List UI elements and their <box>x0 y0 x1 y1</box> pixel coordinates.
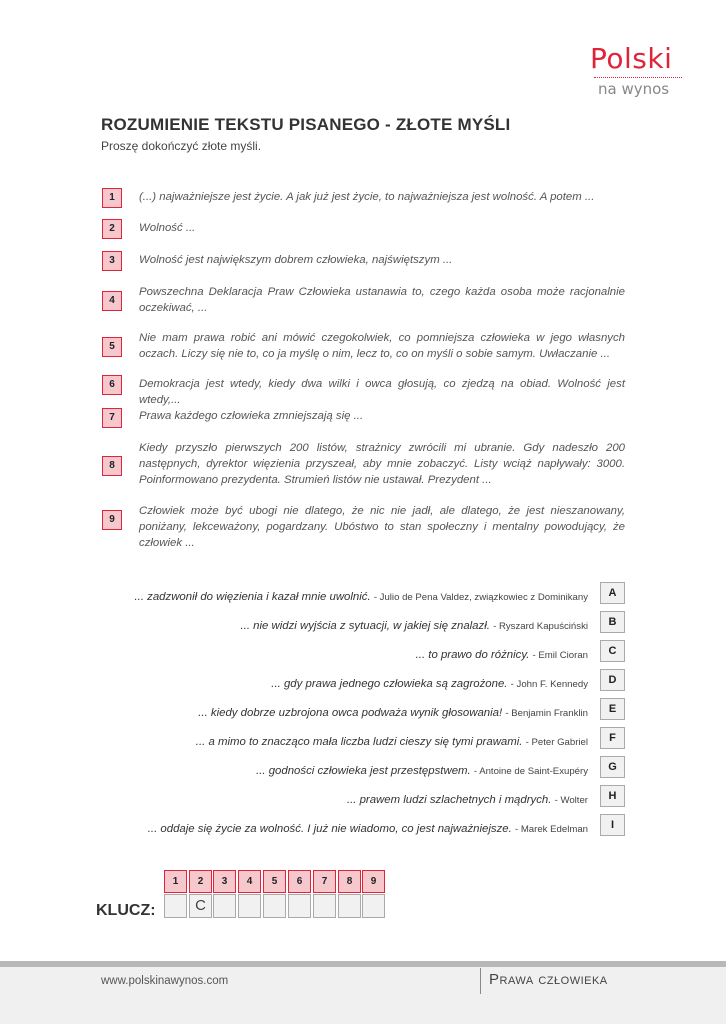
question-number-2: 2 <box>102 219 122 239</box>
footer-separator <box>480 968 481 994</box>
brand-name: Polski <box>590 42 673 75</box>
answer-d <box>271 678 588 690</box>
question-number-3: 3 <box>102 251 122 271</box>
answer-i <box>148 823 588 835</box>
answer-letter-e: E <box>600 698 625 720</box>
key-number-5: 5 <box>263 870 286 893</box>
footer-website[interactable]: www.polskinawynos.com <box>101 975 229 987</box>
answer-letter-f: F <box>600 727 625 749</box>
answer-quote-e: ... kiedy dobrze uzbrojona owca podważa wynik głosowania! <box>198 707 503 719</box>
answer-letter-a: A <box>600 582 625 604</box>
key-number-1: 1 <box>164 870 187 893</box>
answer-letter-i: I <box>600 814 625 836</box>
answer-author-b: - Ryszard Kapuściński <box>493 621 588 632</box>
answer-quote-c: ... to prawo do różnicy. <box>415 649 530 661</box>
question-text-8: Kiedy przyszło pierwszych 200 listów, strażnicy zwrócili mi ubranie. Gdy nadeszło 200 następnych, dyrektor więzienia przyszeał, aby mnie zobaczyć. Listy wciąż napływały: 3000. Poinformowano prezydenta. Strumień listów nie ustawał. Prezydent ... <box>139 442 625 486</box>
key-answer-box-7[interactable] <box>313 894 336 918</box>
answer-letter-b: B <box>600 611 625 633</box>
answer-letter-g: G <box>600 756 625 778</box>
answer-a <box>134 591 588 603</box>
answer-c <box>416 649 588 661</box>
answer-e <box>198 707 588 719</box>
question-number-7: 7 <box>102 408 122 428</box>
answer-h <box>347 794 588 806</box>
answer-g <box>256 765 588 777</box>
answer-quote-a: ... zadzwonił do więzienia i kazał mnie uwolnić. <box>134 591 371 603</box>
answer-author-h: - Wolter <box>554 795 588 806</box>
answer-author-i: - Marek Edelman <box>514 824 588 835</box>
page-title: ROZUMIENIE TEKSTU PISANEGO - ZŁOTE MYŚLI <box>101 115 511 134</box>
question-number-9: 9 <box>102 510 122 530</box>
question-text-4: Powszechna Deklaracja Praw Człowieka ustanawia to, czego każda osoba może racjonalnie oczekiwać, ... <box>139 286 625 314</box>
answer-author-a: - Julio de Pena Valdez, związkowiec z Dominikany <box>373 592 588 603</box>
question-text-3: Wolność jest największym dobrem człowieka, najświętszym ... <box>139 254 453 266</box>
answer-quote-g: ... godności człowieka jest przestępstwem. <box>256 765 471 777</box>
question-text-6: Demokracja jest wtedy, kiedy dwa wilki i owca głosują, co zjedzą na obiad. Wolność jest wtedy,... <box>139 378 625 406</box>
footer-topic: Prawa człowieka <box>489 971 608 988</box>
key-number-8: 8 <box>338 870 361 893</box>
question-number-8: 8 <box>102 456 122 476</box>
key-answer-box-4[interactable] <box>238 894 261 918</box>
key-answer-box-8[interactable] <box>338 894 361 918</box>
answer-author-e: - Benjamin Franklin <box>505 708 588 719</box>
key-answer-box-2[interactable]: C <box>189 894 212 918</box>
key-answer-box-3[interactable] <box>213 894 236 918</box>
answer-f <box>196 736 588 748</box>
question-text-5: Nie mam prawa robić ani mówić czegokolwiek, co pomniejsza człowieka w jego własnych oczach. Liczy się nie to, co ja myślę o nim, lecz to, co on myśli o sobie samym. Uwłaczanie ... <box>139 332 625 360</box>
brand-divider <box>594 77 682 78</box>
key-number-4: 4 <box>238 870 261 893</box>
answer-quote-b: ... nie widzi wyjścia z sytuacji, w jakiej się znalazł. <box>240 620 490 632</box>
answer-letter-c: C <box>600 640 625 662</box>
answer-author-c: - Emil Cioran <box>532 650 588 661</box>
answer-author-f: - Peter Gabriel <box>525 737 588 748</box>
key-answer-box-1[interactable] <box>164 894 187 918</box>
answer-author-d: - John F. Kennedy <box>510 679 588 690</box>
key-answer-box-9[interactable] <box>362 894 385 918</box>
key-number-3: 3 <box>213 870 236 893</box>
question-number-6: 6 <box>102 375 122 395</box>
key-number-2: 2 <box>189 870 212 893</box>
answer-quote-d: ... gdy prawa jednego człowieka są zagrożone. <box>271 678 508 690</box>
answer-b <box>241 620 589 632</box>
answer-quote-f: ... a mimo to znacząco mała liczba ludzi cieszy się tymi prawami. <box>195 736 523 748</box>
question-number-4: 4 <box>102 291 122 311</box>
question-text-2: Wolność ... <box>139 222 196 234</box>
brand-subtitle: na wynos <box>598 80 670 98</box>
key-answer-box-6[interactable] <box>288 894 311 918</box>
answer-quote-i: ... oddaje się życie za wolność. I już nie wiadomo, co jest najważniejsze. <box>147 823 512 835</box>
question-text-9: Człowiek może być ubogi nie dlatego, że nic nie jadł, ale dlatego, że jest nieszanowany, poniżany, lekceważony, pogardzany. Ubóstwo to stan społeczny i mentalny powodujący, że człowiek ... <box>139 505 625 549</box>
key-number-9: 9 <box>362 870 385 893</box>
question-text-7: Prawa każdego człowieka zmniejszają się ... <box>139 410 364 422</box>
answer-letter-h: H <box>600 785 625 807</box>
answer-letter-d: D <box>600 669 625 691</box>
key-answer-box-5[interactable] <box>263 894 286 918</box>
question-text-1: (...) najważniejsze jest życie. A jak już jest życie, to najważniejsza jest wolność. A potem ... <box>139 191 595 203</box>
question-number-5: 5 <box>102 337 122 357</box>
key-label: KLUCZ: <box>96 902 156 919</box>
question-number-1: 1 <box>102 188 122 208</box>
key-number-6: 6 <box>288 870 311 893</box>
instruction-text: Proszę dokończyć złote myśli. <box>101 139 262 153</box>
answer-author-g: - Antoine de Saint-Exupéry <box>473 766 588 777</box>
answer-quote-h: ... prawem ludzi szlachetnych i mądrych. <box>346 794 552 806</box>
key-number-7: 7 <box>313 870 336 893</box>
brand-logo <box>590 44 686 98</box>
